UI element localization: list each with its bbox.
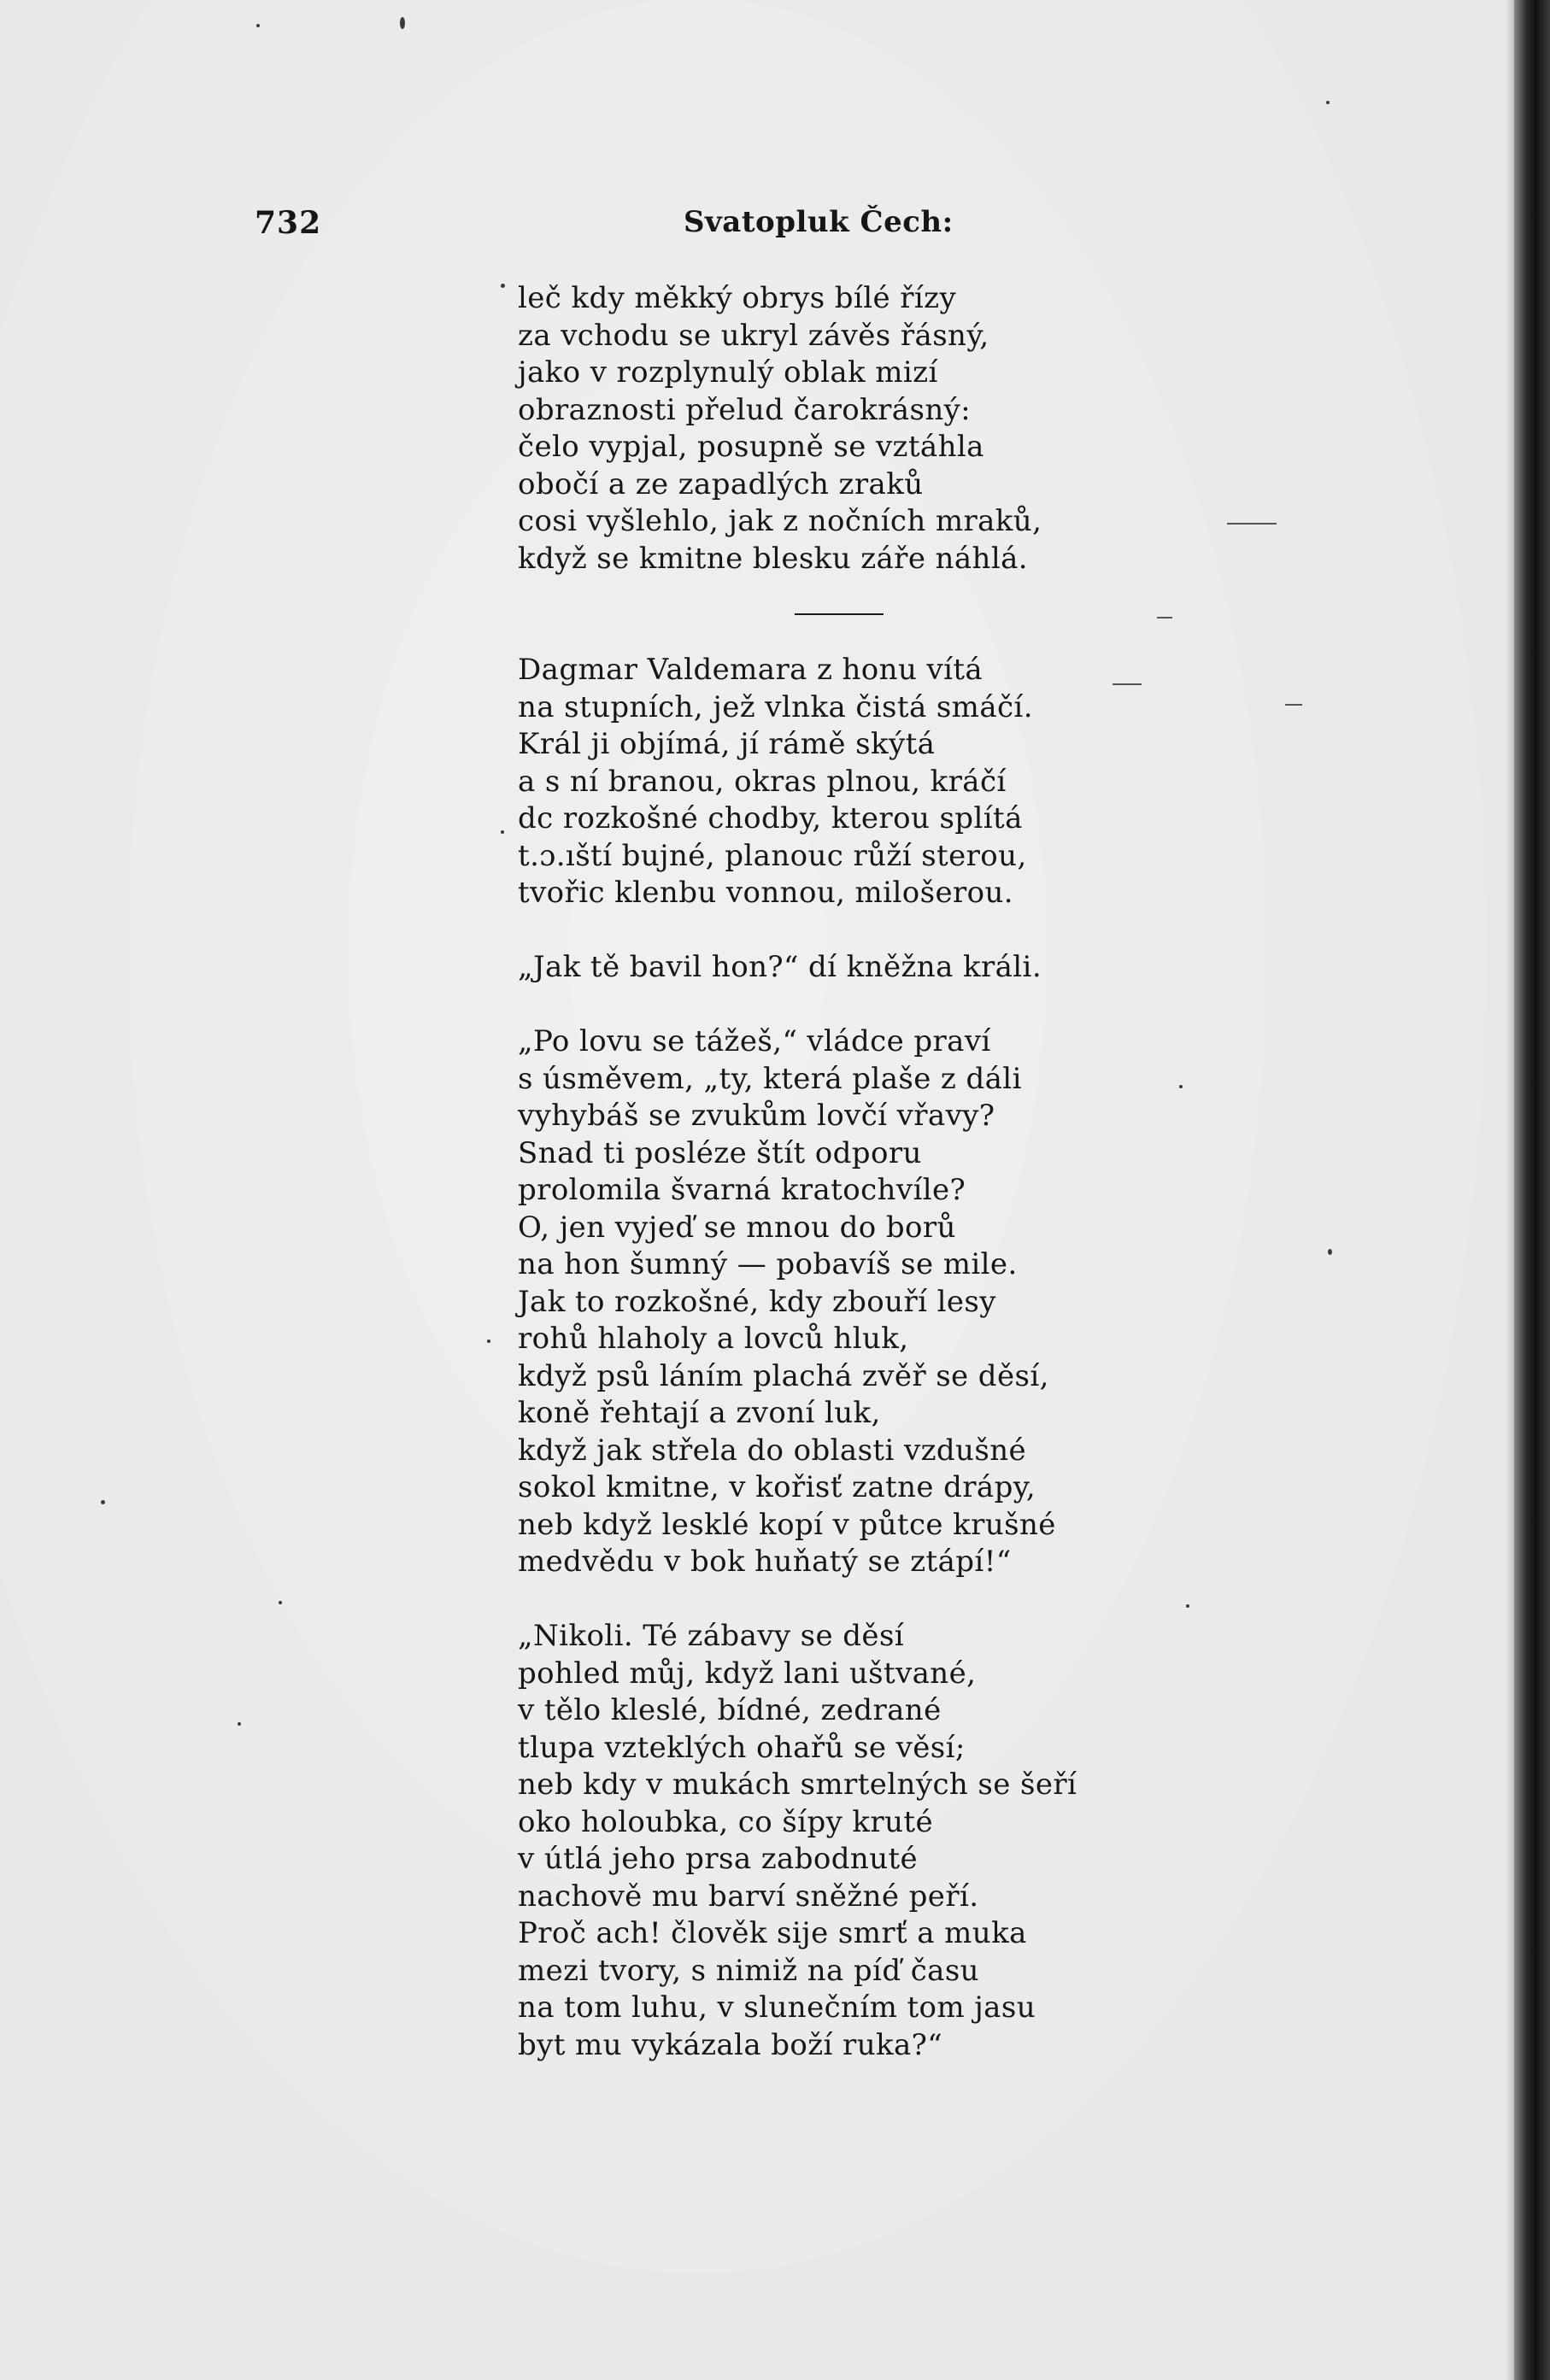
verse-line: medvědu v bok huňatý se ztápí!“ (518, 1545, 1012, 1579)
stanza (518, 652, 1372, 912)
print-speck (501, 830, 504, 834)
verse-line: „Nikoli. Té zábavy se děsí (518, 1619, 905, 1653)
page-gutter-shadow (1506, 0, 1514, 2380)
verse-line: tlupa vzteklých ohařů se věsí; (518, 1730, 966, 1765)
stanza (518, 1618, 1372, 2064)
verse-line: když jak střela do oblasti vzdušné (518, 1433, 1027, 1468)
verse-line: na hon šumný — pobavíš se mile. (518, 1247, 1018, 1281)
verse-line: cosi vyšlehlo, jak z nočních mraků, (518, 504, 1042, 538)
verse-line: Dagmar Valdemara z honu vítá (518, 653, 983, 687)
verse-line: když psů láním plachá zvěř se děsí, (518, 1358, 1049, 1393)
print-speck (256, 24, 260, 27)
verse-line: koně řehtají a zvoní luk, (518, 1396, 881, 1430)
verse-line: neb když lesklé kopí v půtce krušné (518, 1507, 1056, 1542)
section-divider (518, 577, 1372, 652)
poem-text (518, 280, 1372, 2064)
print-speck (279, 1601, 282, 1604)
verse-line: v tělo kleslé, bídné, zedrané (518, 1693, 942, 1727)
stanza (518, 949, 1372, 987)
verse-line: oko holoubka, co šípy kruté (518, 1804, 933, 1839)
print-speck (238, 1722, 241, 1726)
verse-line: leč kdy měkký obrys bílé řízy (518, 281, 957, 315)
divider-rule (795, 613, 884, 615)
stanza-gap (518, 912, 1372, 950)
print-speck (1326, 101, 1330, 104)
stanza-gap (518, 987, 1372, 1024)
verse-line: na tom luhu, v slunečním tom jasu (518, 1990, 1036, 2025)
verse-line: Proč ach! člověk sije smrť a muka (518, 1916, 1027, 1950)
verse-line: mezi tvory, s nimiž na píď času (518, 1953, 979, 1988)
verse-line: na stupních, jež vlnka čistá smáčí. (518, 689, 1033, 724)
stanza (518, 280, 1372, 577)
print-speck (400, 17, 405, 29)
stanza (518, 1023, 1372, 1581)
verse-line: jako v rozplynulý oblak mizí (518, 355, 938, 390)
page-edge (1514, 0, 1550, 2380)
verse-line: dc rozkošné chodby, kterou splítá (518, 801, 1023, 835)
verse-line: čelo vypjal, posupně se vztáhla (518, 430, 984, 464)
verse-line: neb kdy v mukách smrtelných se šeří (518, 1767, 1077, 1802)
verse-line: obočí a ze zapadlých zraků (518, 466, 924, 501)
verse-line: „Po lovu se tážeš,“ vládce praví (518, 1024, 991, 1058)
running-head: Svatopluk Čech: (684, 205, 954, 239)
verse-line: „Jak tě bavil hon?“ dí kněžna králi. (518, 950, 1042, 984)
verse-line: prolomila švarná kratochvíle? (518, 1173, 966, 1207)
verse-line: obraznosti přelud čarokrásný: (518, 392, 972, 427)
verse-line: Snad ti posléze štít odporu (518, 1135, 922, 1170)
verse-line: byt mu vykázala boží ruka?“ (518, 2027, 943, 2062)
verse-line: za vchodu se ukryl závěs řásný, (518, 318, 989, 353)
verse-line: Král ji objímá, jí rámě skýtá (518, 727, 936, 761)
verse-line: nachově mu barví sněžné peří. (518, 1879, 979, 1914)
verse-line: t.ɔ.ıští bujné, planouc růží sterou, (518, 838, 1027, 873)
verse-line: rohů hlaholy a lovců hluk, (518, 1322, 909, 1356)
verse-line: sokol kmitne, v kořisť zatne drápy, (518, 1470, 1036, 1504)
verse-line: v útlá jeho prsa zabodnuté (518, 1842, 919, 1876)
stanza-gap (518, 1581, 1372, 1619)
verse-line: tvořic klenbu vonnou, milošerou. (518, 876, 1013, 910)
verse-line: s úsměvem, „ty, která plaše z dáli (518, 1061, 1022, 1096)
page-number: 732 (255, 205, 322, 241)
print-speck (101, 1500, 105, 1504)
verse-line: O, jen vyjeď se mnou do borů (518, 1210, 956, 1245)
verse-line: a s ní branou, okras plnou, kráčí (518, 764, 1007, 799)
print-speck (501, 284, 505, 288)
verse-line: Jak to rozkošné, kdy zbouří lesy (518, 1284, 996, 1319)
print-speck (487, 1339, 490, 1343)
verse-line: vyhybáš se zvukům lovčí vřavy? (518, 1099, 995, 1133)
verse-line: když se kmitne blesku záře náhlá. (518, 541, 1028, 576)
verse-line: pohled můj, když lani uštvané, (518, 1656, 977, 1691)
